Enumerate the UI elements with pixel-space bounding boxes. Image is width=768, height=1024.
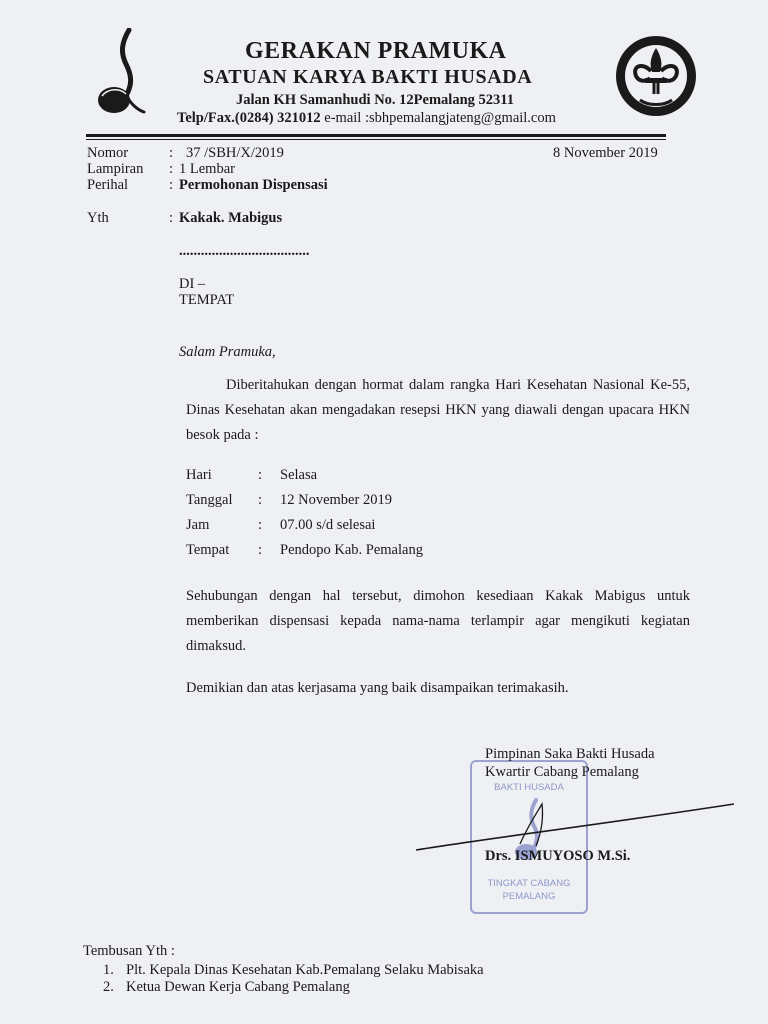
- schedule-colon: :: [258, 492, 263, 508]
- recipient-name: Kakak. Mabigus: [179, 210, 283, 226]
- nomor-label: Nomor: [87, 145, 129, 161]
- schedule-hari-value: Selasa: [280, 467, 318, 483]
- stamp-bottom-text-2: PEMALANG: [502, 891, 556, 902]
- org-address: Jalan KH Samanhudi No. 12Pemalang 52311: [236, 92, 514, 108]
- signer-name: Drs. ISMUYOSO M.Si.: [485, 848, 631, 864]
- recipient-dots: ....................................: [179, 243, 310, 259]
- schedule-jam-label: Jam: [186, 517, 210, 533]
- perihal-value: Permohonan Dispensasi: [179, 177, 328, 193]
- perihal-colon: :: [169, 177, 174, 193]
- intro-text: Diberitahukan dengan hormat dalam rangka Hari Kesehatan Nasional Ke-55, Dinas Kesehatan akan mengadakan resepsi HKN yang diawali dengan upacara HKN besok pada :: [186, 377, 690, 443]
- tunas-kelapa-icon: [92, 28, 148, 124]
- lampiran-label: Lampiran: [87, 161, 144, 177]
- header-rule-thin: [86, 139, 666, 140]
- signer-position-1: Pimpinan Saka Bakti Husada: [485, 746, 655, 762]
- schedule-tempat-label: Tempat: [186, 542, 230, 558]
- lampiran-value: 1 Lembar: [179, 161, 235, 177]
- cc-title: Tembusan Yth :: [83, 943, 175, 959]
- stamp-top-text: BAKTI HUSADA: [494, 782, 564, 793]
- yth-colon: :: [169, 210, 174, 226]
- recipient-di: DI –: [179, 276, 206, 292]
- yth-label: Yth: [87, 210, 109, 226]
- recipient-tempat: TEMPAT: [179, 292, 235, 308]
- org-contact: [177, 110, 556, 127]
- schedule-hari-label: Hari: [186, 467, 212, 483]
- cc-item-num: 2.: [103, 979, 114, 995]
- signature-stroke: [410, 796, 740, 856]
- perihal-label: Perihal: [87, 177, 129, 193]
- org-phone: Telp/Fax.(0284) 321012: [177, 110, 321, 126]
- schedule-jam-value: 07.00 s/d selesai: [280, 517, 376, 533]
- schedule-tempat-value: Pendopo Kab. Pemalang: [280, 542, 423, 558]
- org-title: GERAKAN PRAMUKA: [245, 38, 507, 64]
- scout-emblem-icon: [614, 34, 698, 118]
- salutation: Salam Pramuka,: [179, 344, 276, 360]
- schedule-colon: :: [258, 542, 263, 558]
- lampiran-colon: :: [169, 161, 174, 177]
- cc-item-text: Plt. Kepala Dinas Kesehatan Kab.Pemalang Selaku Mabisaka: [126, 962, 484, 978]
- schedule-tanggal-label: Tanggal: [186, 492, 233, 508]
- intro-paragraph: [186, 373, 690, 448]
- cc-item-num: 1.: [103, 962, 114, 978]
- nomor-value: 37 /SBH/X/2019: [186, 145, 284, 161]
- letter-date: 8 November 2019: [553, 145, 658, 161]
- schedule-tanggal-value: 12 November 2019: [280, 492, 392, 508]
- closing-paragraph: Demikian dan atas kerjasama yang baik disampaikan terimakasih.: [186, 680, 569, 696]
- org-email[interactable]: :sbhpemalangjateng@gmail.com: [364, 110, 556, 126]
- request-paragraph: Sehubungan dengan hal tersebut, dimohon kesediaan Kakak Mabigus untuk memberikan dispensasi kepada nama-nama terlampir agar mengikuti kegiatan dimaksud.: [186, 588, 690, 654]
- signer-position-2: Kwartir Cabang Pemalang: [485, 764, 639, 780]
- schedule-colon: :: [258, 517, 263, 533]
- stamp-bottom-text-1: TINGKAT CABANG: [487, 878, 571, 889]
- schedule-colon: :: [258, 467, 263, 483]
- org-email-label: e-mail: [324, 110, 362, 126]
- cc-item-text: Ketua Dewan Kerja Cabang Pemalang: [126, 979, 350, 995]
- org-subtitle: SATUAN KARYA BAKTI HUSADA: [203, 66, 533, 88]
- nomor-colon: :: [169, 145, 174, 161]
- header-rule-thick: [86, 134, 666, 137]
